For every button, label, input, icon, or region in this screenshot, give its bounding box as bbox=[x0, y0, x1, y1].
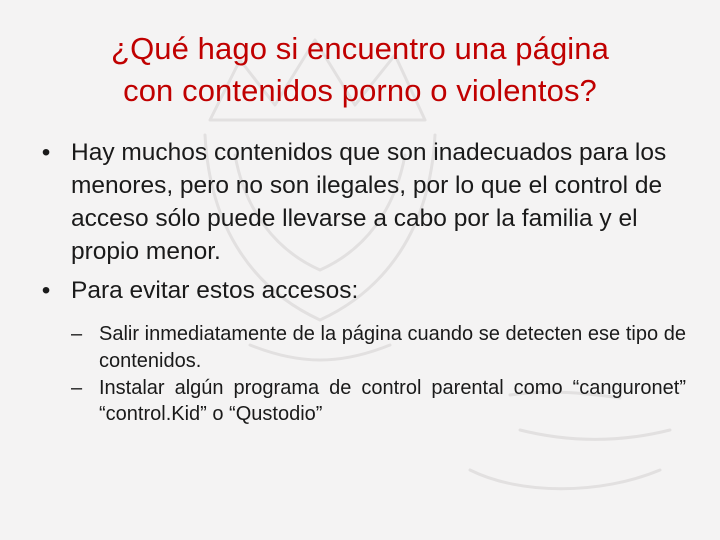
bullet-item bbox=[36, 136, 686, 268]
bullet-marker: • bbox=[41, 139, 51, 166]
bullet-marker: • bbox=[41, 277, 51, 305]
sub-bullet-marker: – bbox=[71, 376, 83, 399]
sub-bullet-list bbox=[71, 321, 686, 427]
sub-bullet-item bbox=[71, 375, 686, 428]
sub-bullet-marker: – bbox=[71, 323, 83, 346]
bullet-item bbox=[36, 274, 686, 307]
sub-bullet-item bbox=[71, 321, 686, 374]
title-line-2: con contenidos porno o violentos? bbox=[123, 72, 597, 108]
bullet-text: Hay muchos contenidos que son inadecuados para los menores, pero no son ilegales, por lo que el control de acceso sólo puede llevarse a cabo por la familia y el propio menor. bbox=[71, 139, 667, 266]
title-line-1: ¿Qué hago si encuentro una página bbox=[111, 31, 609, 66]
sub-bullet-text: Instalar algún programa de control parental como “canguronet” “control.Kid” o “Qustodio” bbox=[99, 376, 686, 426]
slide-title bbox=[40, 28, 680, 112]
sub-bullet-text: Salir inmediatamente de la página cuando se detecten ese tipo de contenidos. bbox=[99, 323, 686, 372]
bullet-text: Para evitar estos accesos: bbox=[71, 277, 359, 305]
slide-body bbox=[36, 136, 686, 428]
